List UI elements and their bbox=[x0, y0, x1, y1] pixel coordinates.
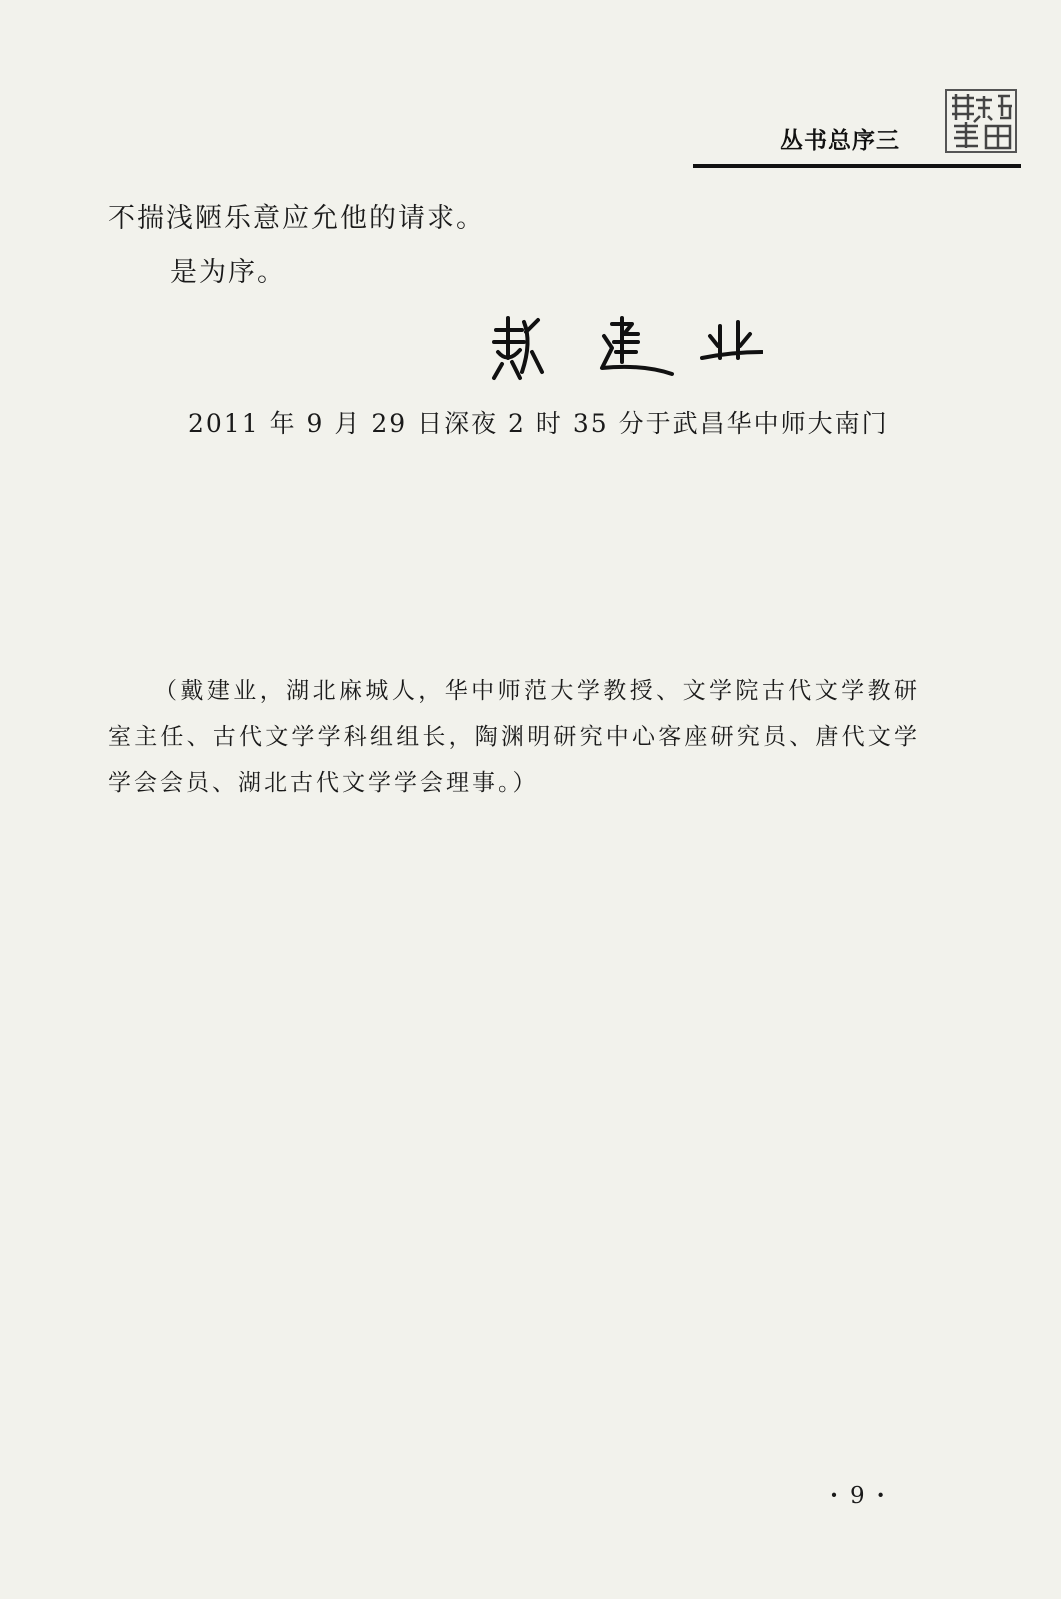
header-rule bbox=[693, 164, 1021, 168]
body-line: 不揣浅陋乐意应允他的请求。 bbox=[108, 203, 485, 234]
signature-dateline: 2011 年 9 月 29 日深夜 2 时 35 分于武昌华中师大南门 bbox=[188, 409, 889, 438]
seal-icon bbox=[944, 88, 1018, 154]
author-bio bbox=[108, 668, 920, 806]
page-number bbox=[818, 1482, 897, 1509]
body-line: 是为序。 bbox=[170, 257, 286, 288]
running-header-title: 丛书总序三 bbox=[780, 128, 900, 154]
handwritten-signature bbox=[488, 312, 763, 382]
bullet-dot: · bbox=[876, 1482, 885, 1509]
author-bio-text: （戴建业，湖北麻城人，华中师范大学教授、文学院古代文学教研室主任、古代文学学科组组长，陶渊明研究中心客座研究员、唐代文学学会会员、湖北古代文学学会理事。） bbox=[108, 678, 920, 796]
page-number-value: 9 bbox=[850, 1483, 865, 1509]
bullet-dot: · bbox=[830, 1482, 839, 1509]
